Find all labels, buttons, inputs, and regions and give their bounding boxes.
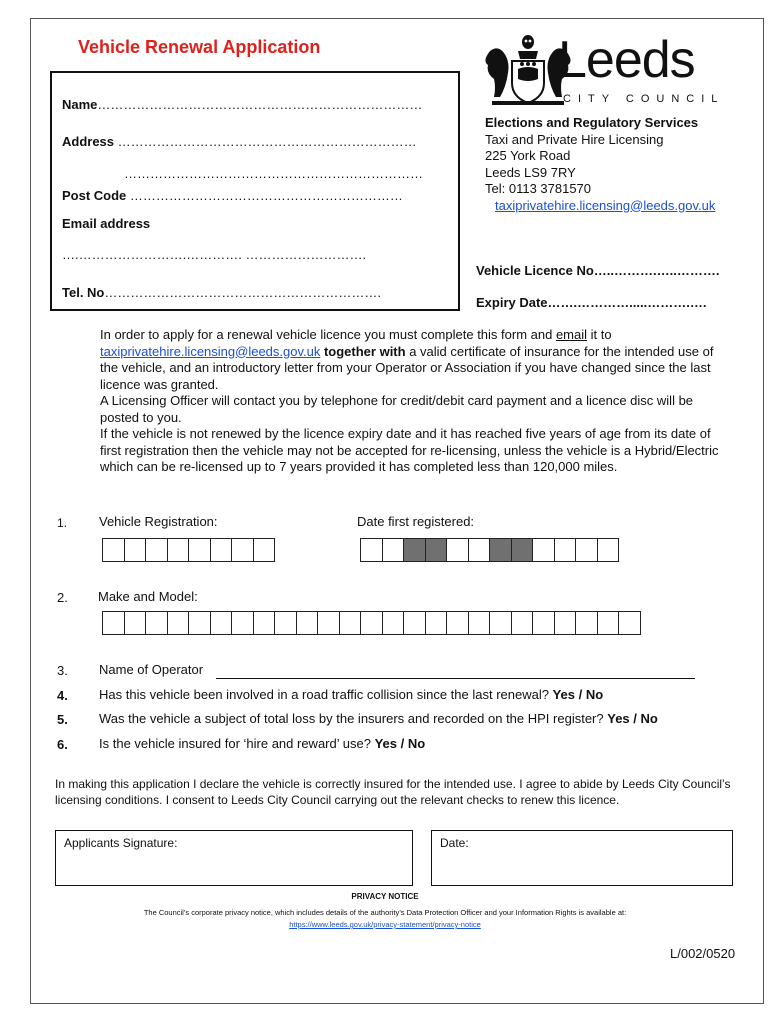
date-cell[interactable] — [554, 538, 577, 562]
licence-number-dots: …..……….…..………. — [593, 263, 720, 278]
office-address — [485, 115, 715, 214]
email-dots: ….…………………….…………. ………………………. — [62, 247, 367, 262]
office-phone: Tel: 0113 3781570 — [485, 181, 592, 196]
q4-label: Has this vehicle been involved in a road traffic collision since the last renewal? — [99, 687, 549, 702]
make-model-cell[interactable] — [403, 611, 426, 635]
expiry-date-field[interactable] — [476, 295, 706, 310]
q3-label: Name of Operator — [99, 662, 204, 677]
date-registered-boxes[interactable] — [360, 538, 618, 562]
make-model-cell[interactable] — [253, 611, 276, 635]
form-reference: L/002/0520 — [670, 946, 736, 961]
email-label: Email address — [62, 216, 151, 231]
make-model-cell[interactable] — [425, 611, 448, 635]
office-email-link[interactable]: taxiprivatehire.licensing@leeds.gov.uk — [495, 197, 716, 213]
make-model-cell[interactable] — [468, 611, 491, 635]
make-model-cell[interactable] — [597, 611, 620, 635]
date-separator-cell — [489, 538, 512, 562]
operator-name-input-line[interactable] — [216, 678, 695, 679]
date-cell[interactable] — [382, 538, 405, 562]
tel-label: Tel. No — [62, 285, 105, 300]
make-model-cell[interactable] — [575, 611, 598, 635]
name-field[interactable] — [62, 97, 422, 112]
declaration-text: In making this application I declare the vehicle is correctly insured for the intended use. I agree to abide by Leeds City Council’s licensing conditions. I consent to Leeds City Council carrying out the relevant checks to renew this licence. — [55, 777, 731, 807]
q4-yes-no[interactable]: Yes / No — [552, 687, 604, 702]
registration-cell[interactable] — [124, 538, 147, 562]
logo-subtitle: CITY COUNCIL — [563, 93, 725, 105]
intro-paragraph-2: A Licensing Officer will contact you by telephone for credit/debit card payment and a licence disc will be posted to you. — [100, 393, 694, 425]
form-title: Vehicle Renewal Application — [78, 37, 321, 57]
intro-bold-together: together with — [320, 343, 406, 359]
q4-row — [99, 687, 603, 702]
make-model-cell[interactable] — [489, 611, 512, 635]
q2-label: Make and Model: — [98, 589, 198, 604]
office-line-2: 225 York Road — [485, 148, 571, 163]
make-model-cell[interactable] — [274, 611, 297, 635]
intro-p1-text-a: In order to apply for a renewal vehicle licence you must complete this form and — [100, 327, 556, 342]
make-model-cell[interactable] — [296, 611, 319, 635]
q6-label: Is the vehicle insured for ‘hire and reward’ use? — [99, 736, 371, 751]
q5-label: Was the vehicle a subject of total loss by the insurers and recorded on the HPI register? — [99, 711, 604, 726]
q2-number: 2. — [57, 590, 68, 605]
registration-cell[interactable] — [167, 538, 190, 562]
registration-cell[interactable] — [188, 538, 211, 562]
make-model-cell[interactable] — [446, 611, 469, 635]
intro-paragraph-1 — [100, 327, 720, 393]
registration-cell[interactable] — [231, 538, 254, 562]
intro-p1-text-b: it to — [587, 327, 612, 342]
date-separator-cell — [425, 538, 448, 562]
make-model-cell[interactable] — [231, 611, 254, 635]
expiry-date-dots: …….………….....……….…. — [547, 295, 707, 310]
tel-dots: ………………………………………………………. — [104, 285, 381, 300]
postcode-dots: ……………………………………………………… — [126, 188, 403, 203]
signature-box[interactable] — [55, 830, 413, 886]
intro-paragraph-3: If the vehicle is not renewed by the licence expiry date and it has reached five years of age from its date of first registration then the vehicle may not be accepted for re-licensing, unless the vehicle is a Hybrid/Electric which can be re-licensed up to 7 years provided it has completed less than 120,000 miles. — [100, 426, 719, 474]
privacy-notice-text: The Council’s corporate privacy notice, which includes details of the authority’s Data Protection Officer and your Information Rights is available at: — [143, 908, 627, 917]
q6-number: 6. — [57, 737, 68, 752]
q1-number: 1. — [57, 516, 68, 530]
q3-number: 3. — [57, 663, 68, 678]
make-model-cell[interactable] — [317, 611, 340, 635]
address-dots: …………………………………………………………… — [114, 134, 417, 149]
registration-cell[interactable] — [145, 538, 168, 562]
registration-cell[interactable] — [210, 538, 233, 562]
address-dots-2: …………………………………………………………… — [124, 166, 423, 181]
registration-cell[interactable] — [102, 538, 125, 562]
intro-p1-text-c: a valid certificate of insurance for the intended use of the vehicle, and an introductory letter from your Operator or Association if you have changed since the last licence was granted. — [100, 343, 714, 392]
make-model-cell[interactable] — [102, 611, 125, 635]
applicant-details-box — [50, 71, 460, 311]
address-label: Address — [62, 134, 115, 149]
make-model-cell[interactable] — [145, 611, 168, 635]
date-cell[interactable] — [446, 538, 469, 562]
address-field[interactable] — [62, 134, 417, 149]
name-dots: ………………………………………………………………… — [97, 97, 423, 112]
email-field[interactable] — [62, 247, 366, 262]
q5-row — [99, 711, 658, 726]
q4-number: 4. — [57, 688, 68, 703]
date-cell[interactable] — [597, 538, 620, 562]
date-separator-cell — [511, 538, 534, 562]
intro-instructions — [100, 327, 720, 476]
make-model-cell[interactable] — [618, 611, 641, 635]
email-label-row — [62, 216, 150, 231]
make-model-cell[interactable] — [339, 611, 362, 635]
q1-label: Vehicle Registration: — [99, 514, 218, 529]
postcode-field[interactable] — [62, 188, 403, 203]
date-cell[interactable] — [532, 538, 555, 562]
q1-date-label: Date first registered: — [357, 514, 475, 529]
make-model-cell[interactable] — [360, 611, 383, 635]
make-model-cell[interactable] — [167, 611, 190, 635]
licence-number-field[interactable] — [476, 263, 719, 278]
date-box[interactable] — [431, 830, 733, 886]
make-model-cell[interactable] — [188, 611, 211, 635]
registration-boxes[interactable] — [102, 538, 274, 562]
date-cell[interactable] — [360, 538, 383, 562]
tel-field[interactable] — [62, 285, 381, 300]
intro-email-link[interactable]: taxiprivatehire.licensing@leeds.gov.uk — [100, 343, 321, 359]
q5-yes-no[interactable]: Yes / No — [607, 711, 658, 726]
make-model-cell[interactable] — [554, 611, 577, 635]
date-separator-cell — [403, 538, 426, 562]
date-label: Date: — [440, 836, 469, 850]
q5-number: 5. — [57, 712, 68, 727]
privacy-notice-title: PRIVACY NOTICE — [351, 892, 419, 901]
make-model-cell[interactable] — [382, 611, 405, 635]
expiry-date-label: Expiry Date — [476, 295, 548, 310]
intro-email-word: email — [555, 327, 588, 342]
make-model-cell[interactable] — [210, 611, 233, 635]
make-model-cell[interactable] — [532, 611, 555, 635]
name-label: Name — [62, 97, 98, 112]
make-model-boxes[interactable] — [102, 611, 640, 635]
signature-label: Applicants Signature: — [64, 836, 178, 850]
privacy-notice-link[interactable]: https://www.leeds.gov.uk/privacy-statement/privacy-notice — [289, 920, 481, 929]
licence-number-label: Vehicle Licence No — [476, 263, 594, 278]
date-cell[interactable] — [468, 538, 491, 562]
postcode-label: Post Code — [62, 188, 127, 203]
office-heading: Elections and Regulatory Services — [485, 115, 699, 130]
office-line-3: Leeds LS9 7RY — [485, 164, 576, 180]
make-model-cell[interactable] — [511, 611, 534, 635]
make-model-cell[interactable] — [124, 611, 147, 635]
logo-wordmark: Leeds — [558, 31, 695, 89]
date-cell[interactable] — [575, 538, 598, 562]
address-field-line2[interactable] — [124, 166, 423, 181]
office-line-1: Taxi and Private Hire Licensing — [485, 131, 664, 147]
registration-cell[interactable] — [253, 538, 276, 562]
q6-row — [99, 736, 425, 751]
q6-yes-no[interactable]: Yes / No — [374, 736, 426, 751]
